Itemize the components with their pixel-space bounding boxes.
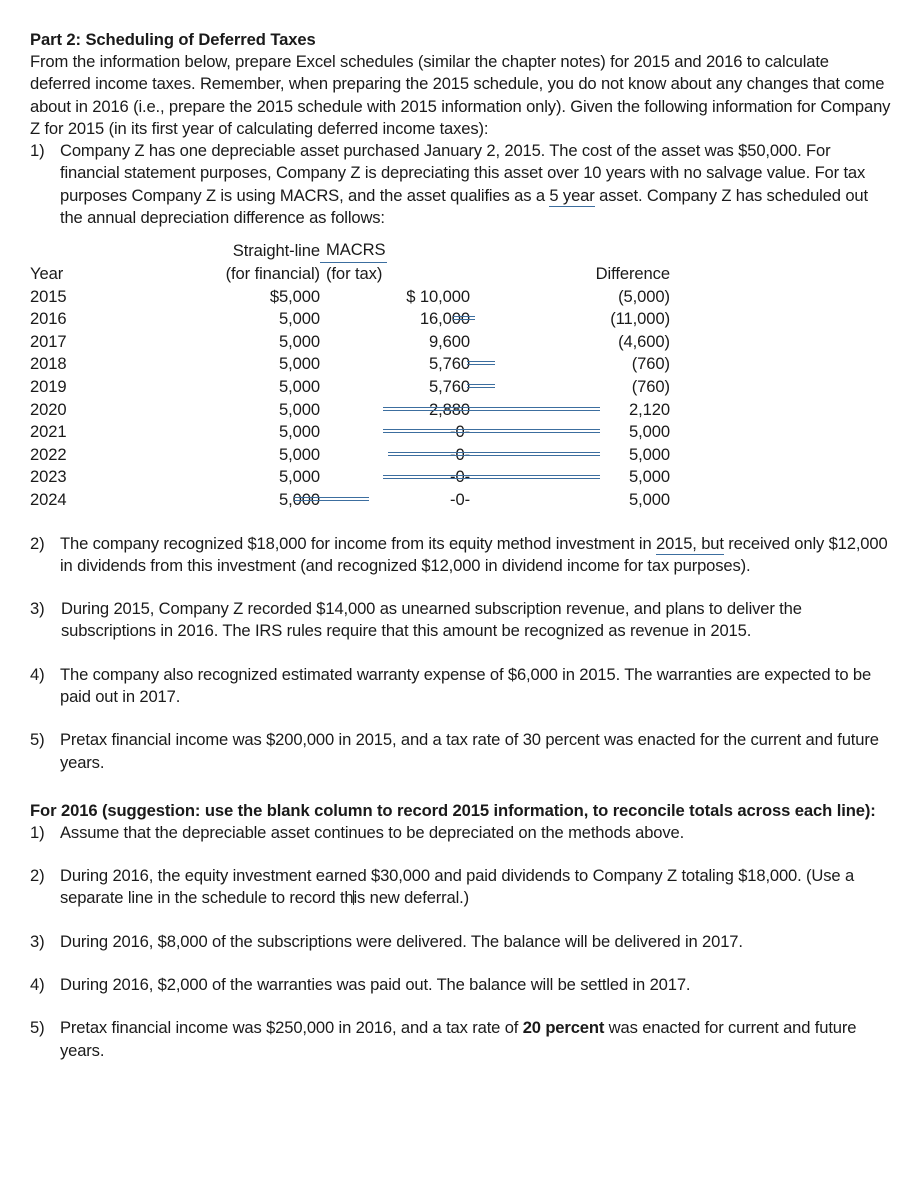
header-macrs: [320, 239, 470, 263]
table-row: [30, 489, 670, 512]
section-heading-2016: For 2016 (suggestion: use the blank column to record 2015 information, to reconcile totals across each line):: [30, 800, 876, 820]
table-row: [30, 444, 670, 467]
cell-macrs: $ 10,000: [406, 286, 470, 306]
cell-year: 2016: [30, 309, 67, 329]
header-macrs-label: MACRS: [326, 240, 386, 260]
annotation-underline-5year: 5 year: [549, 185, 595, 205]
list-item-number: 5): [30, 1018, 45, 1038]
column-header-for-tax: (for tax): [326, 263, 383, 283]
list-item-number: 3): [30, 599, 45, 619]
list-item-text: The company also recognized estimated warranty expense of $6,000 in 2015. The warranties are expected to be paid out in 2017.: [60, 664, 872, 706]
list-item-number: 2): [30, 533, 45, 553]
cell-macrs: -0-: [450, 444, 470, 464]
document-content: [30, 29, 892, 1062]
column-header-for-financial: (for financial): [225, 263, 320, 283]
table-header-top-row: [30, 239, 670, 263]
cell-year: 2024: [30, 489, 67, 509]
cell-year: 2020: [30, 399, 67, 419]
header-spacer: [30, 239, 140, 263]
list-item-2015-3: [30, 598, 892, 643]
cell-year: 2023: [30, 467, 67, 487]
list-item-text-a: The company recognized $18,000 for income from its equity method investment in: [60, 533, 656, 553]
list-item-number: 1): [30, 822, 45, 842]
list-item-text-b: was enacted for current and future years.: [60, 1018, 857, 1060]
cell-straight-line: 5,000: [278, 399, 320, 419]
list-item-text-b: received only $12,000 in dividends from this investment (and recognized $12,000 in dividend income for tax purposes).: [60, 533, 888, 575]
table-row: [30, 399, 670, 422]
table-row: [30, 353, 670, 376]
list-item-2016-5: [30, 1017, 892, 1062]
cell-year: 2019: [30, 376, 67, 396]
table-column-header-row: [30, 263, 670, 286]
list-item-2015-1: [30, 140, 892, 229]
header-straight-line-label: Straight-line: [232, 241, 320, 261]
list-item-number: 2): [30, 866, 45, 886]
cell-straight-line: 5,000: [278, 489, 320, 509]
cell-macrs: 2,880: [428, 399, 470, 419]
list-item-2015-2: [30, 533, 892, 578]
list-item-2016-4: [30, 974, 892, 996]
column-header-difference: Difference: [595, 263, 670, 283]
cell-difference: (5,000): [618, 286, 670, 306]
header-macrs-underlined: [320, 239, 387, 263]
cell-year: 2021: [30, 422, 67, 442]
list-item-number: 4): [30, 664, 45, 684]
list-item-text: Assume that the depreciable asset continues to be depreciated on the methods above.: [60, 822, 685, 842]
list-item-2015-5: [30, 729, 892, 774]
list-item-text-a: During 2016, the equity investment earned $30,000 and paid dividends to Company Z totaling $18,000. (Use a separate line in the schedule to record th: [60, 866, 855, 908]
list-item-number: 3): [30, 931, 45, 951]
cell-macrs: 9,600: [428, 331, 470, 351]
list-item-text: Pretax financial income was $200,000 in 2015, and a tax rate of 30 percent was enacted for the current and future years.: [60, 730, 879, 772]
list-item-text-a: Company Z has one depreciable asset purchased January 2, 2015. The cost of the asset was $50,000. For financial statement purposes, Company Z is depreciating this asset over 10 years with no salvage value. For tax purposes Company Z is using MACRS, and the asset qualifies as a: [60, 141, 866, 205]
list-item-text: During 2016, $8,000 of the subscriptions were delivered. The balance will be delivered in 2017.: [60, 931, 743, 951]
cell-difference: 5,000: [628, 467, 670, 487]
cell-difference: 5,000: [628, 422, 670, 442]
cell-year: 2018: [30, 354, 67, 374]
table-row: [30, 331, 670, 354]
cell-macrs: 5,760: [428, 376, 470, 396]
table-row: [30, 376, 670, 399]
table-row: [30, 466, 670, 489]
list-item-2016-2: [30, 865, 892, 910]
header-straight-line: [140, 239, 320, 263]
list-item-text-b: is new deferral.): [353, 888, 469, 908]
cell-difference: 2,120: [628, 399, 670, 419]
cell-difference: (4,600): [618, 331, 670, 351]
page-title: Part 2: Scheduling of Deferred Taxes: [30, 30, 316, 49]
cell-macrs: 16,000: [419, 309, 470, 329]
table-row: [30, 421, 670, 444]
cell-difference: (760): [631, 376, 670, 396]
depreciation-table: [30, 239, 670, 511]
cell-difference: 5,000: [628, 489, 670, 509]
annotation-underline-2015but: 2015, but: [655, 533, 724, 553]
list-item-number: 1): [30, 141, 45, 161]
cell-difference: (760): [631, 354, 670, 374]
cell-straight-line: 5,000: [278, 309, 320, 329]
cell-difference: (11,000): [610, 309, 670, 329]
list-item-text-b: asset. Company Z has scheduled out the annual depreciation difference as follows:: [60, 185, 868, 228]
emphasis-tax-rate: 20 percent: [522, 1018, 605, 1038]
cell-macrs: 5,760: [428, 354, 470, 374]
cell-straight-line: 5,000: [278, 422, 320, 442]
list-item-2016-3: [30, 931, 892, 953]
cell-macrs: -0-: [450, 422, 470, 442]
list-item-text: During 2015, Company Z recorded $14,000 as unearned subscription revenue, and plans to deliver the subscriptions in 2016. The IRS rules require that this amount be recognized as revenue in 2015.: [61, 599, 802, 641]
cell-straight-line: 5,000: [278, 444, 320, 464]
cell-year: 2022: [30, 444, 67, 464]
intro-paragraph: From the information below, prepare Excel schedules (similar the chapter notes) for 2015 and 2016 to calculate deferred income taxes. Remember, when preparing the 2015 schedule, you do not know about any changes that come about in 2016 (i.e., prepare the 2015 schedule with 2015 information only). Given the following information for Company Z for 2015 (in its first year of calculating deferred income taxes):: [30, 52, 891, 138]
list-item-text: During 2016, $2,000 of the warranties was paid out. The balance will be settled in 2017.: [60, 975, 691, 995]
list-item-number: 4): [30, 975, 45, 995]
table-row: [30, 286, 670, 309]
list-item-number: 5): [30, 730, 45, 750]
cell-straight-line: 5,000: [278, 331, 320, 351]
cell-straight-line: 5,000: [278, 467, 320, 487]
cell-straight-line: $5,000: [269, 286, 320, 306]
list-item-text-a: Pretax financial income was $250,000 in 2016, and a tax rate of: [60, 1018, 523, 1038]
list-item-2015-4: [30, 664, 892, 709]
cell-straight-line: 5,000: [278, 354, 320, 374]
cell-difference: 5,000: [628, 444, 670, 464]
column-header-year: Year: [30, 263, 64, 283]
cell-macrs: -0-: [450, 489, 470, 509]
cell-straight-line: 5,000: [278, 376, 320, 396]
cell-year: 2015: [30, 286, 67, 306]
cell-macrs: -0-: [450, 467, 470, 487]
list-item-2016-1: [30, 822, 892, 844]
cell-year: 2017: [30, 331, 67, 351]
table-row: [30, 308, 670, 331]
header-top-spacer: [470, 239, 670, 263]
depreciation-schedule: [30, 239, 670, 511]
